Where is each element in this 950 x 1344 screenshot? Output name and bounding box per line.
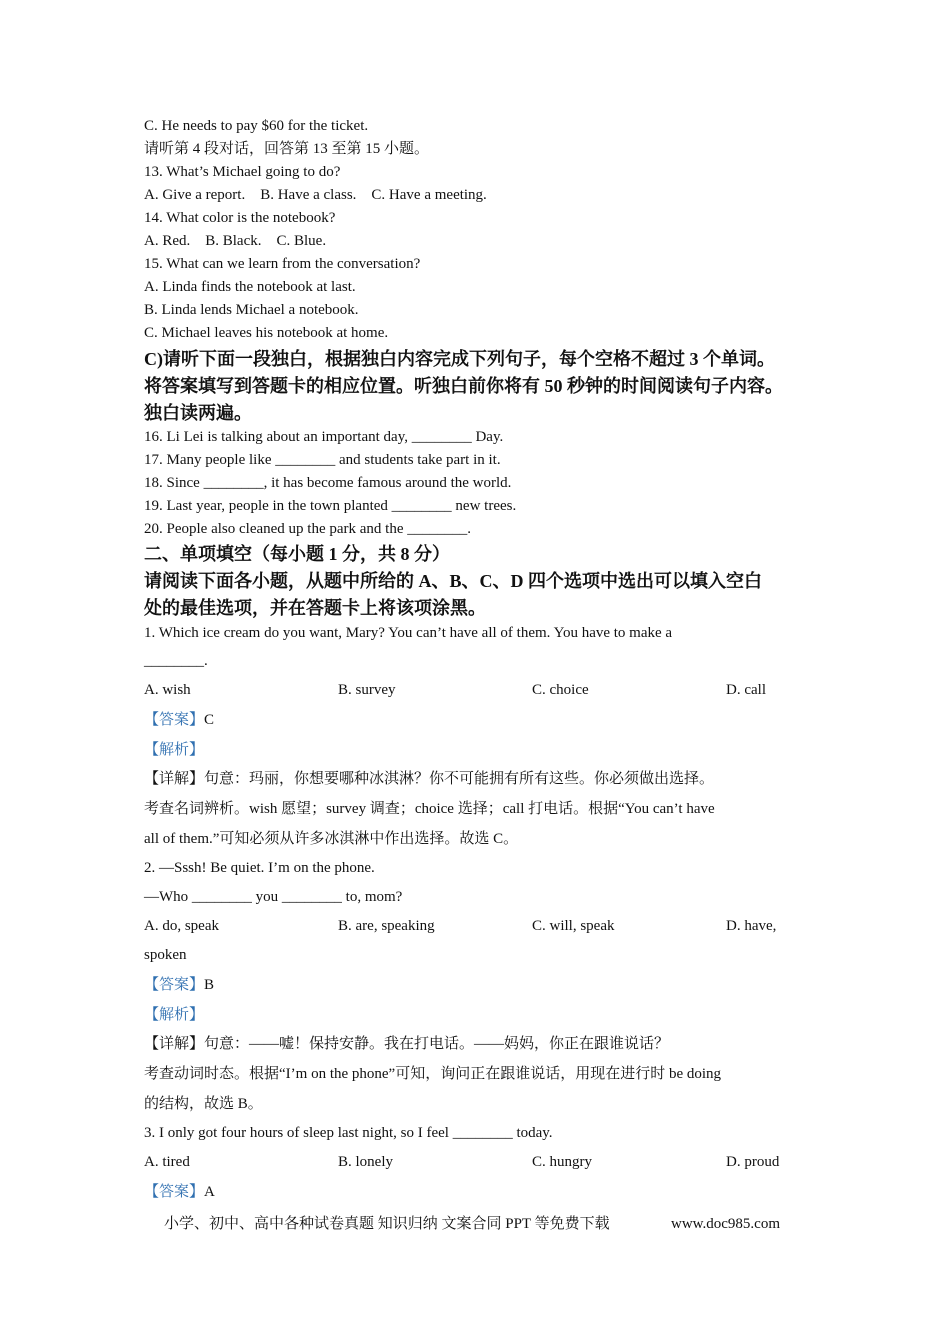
q1-detail-line2: 考查名词辨析。wish 愿望；survey 调查；choice 选择；call 打电话。根据“You can’t have: [144, 801, 715, 817]
q2-option-b: B. are, speaking: [338, 918, 435, 934]
q2-detail-line1: [144, 1034, 669, 1054]
analysis-tag: 【解析】: [144, 1007, 205, 1023]
section2-instruction-1: 请阅读下面各小题，从题中所给的 A、B、C、D 四个选项中选出可以填入空白: [144, 571, 762, 591]
q15-option-c: C. Michael leaves his notebook at home.: [144, 325, 389, 341]
answer-value: B: [204, 977, 215, 993]
q20: 20. People also cleaned up the park and the ________.: [144, 521, 471, 537]
q3-option-a: A. tired: [144, 1154, 190, 1170]
q3-option-b: B. lonely: [338, 1154, 393, 1170]
q1-detail-line1: [144, 769, 714, 789]
section2-instruction-2: 处的最佳选项，并在答题卡上将该项涂黑。: [144, 598, 486, 618]
answer-value: A: [204, 1184, 215, 1200]
answer-tag: 【答案】: [144, 712, 205, 728]
partc-instruction-2: 将答案填写到答题卡的相应位置。听独白前你将有 50 秒钟的时间阅读句子内容。: [144, 376, 783, 396]
partc-instruction-3: 独白读两遍。: [144, 403, 252, 423]
q2-analysis: [144, 1005, 204, 1025]
q3-answer: [144, 1182, 215, 1202]
q17: 17. Many people like ________ and students take part in it.: [144, 452, 501, 468]
q1-analysis: [144, 740, 204, 760]
q12-option-c: C. He needs to pay $60 for the ticket.: [144, 118, 369, 134]
q2-detail-line3: 的结构，故选 B。: [144, 1096, 263, 1112]
q2-option-c: C. will, speak: [532, 918, 615, 934]
q2-option-a: A. do, speak: [144, 918, 219, 934]
detail-tag: 【详解】: [144, 1036, 205, 1052]
q1-option-c: C. choice: [532, 682, 589, 698]
answer-tag: 【答案】: [144, 977, 205, 993]
q13-stem: 13. What’s Michael going to do?: [144, 164, 341, 180]
q1-answer: [144, 710, 214, 730]
q15-option-a: A. Linda finds the notebook at last.: [144, 279, 356, 295]
footer-url[interactable]: www.doc985.com: [671, 1216, 781, 1232]
q2-option-d: D. have,: [726, 918, 777, 934]
q1-stem-line2: ________.: [144, 653, 208, 669]
section4-instruction: 请听第 4 段对话，回答第 13 至第 15 小题。: [144, 141, 430, 157]
q2-answer: [144, 975, 214, 995]
answer-tag: 【答案】: [144, 1184, 205, 1200]
q1-option-b: B. survey: [338, 682, 396, 698]
q2-option-d-wrap: spoken: [144, 947, 187, 963]
answer-value: C: [204, 712, 215, 728]
q2-detail-line2: 考查动词时态。根据“I’m on the phone”可知，询问正在跟谁说话，用现在进行时 be doing: [144, 1066, 722, 1082]
q1-option-a: A. wish: [144, 682, 191, 698]
q14-stem: 14. What color is the notebook?: [144, 210, 336, 226]
q16: 16. Li Lei is talking about an important day, ________ Day.: [144, 429, 504, 445]
q3-option-c: C. hungry: [532, 1154, 592, 1170]
q1-stem-line1: 1. Which ice cream do you want, Mary? You can’t have all of them. You have to make a: [144, 625, 673, 641]
q13-options: A. Give a report. B. Have a class. C. Have a meeting.: [144, 187, 487, 203]
detail-text: 句意：——嘘！保持安静。我在打电话。——妈妈，你正在跟谁说话？: [204, 1036, 670, 1052]
q3-stem: 3. I only got four hours of sleep last night, so I feel ________ today.: [144, 1125, 553, 1141]
section2-title: 二、单项填空（每小题 1 分，共 8 分）: [144, 544, 450, 564]
q15-option-b: B. Linda lends Michael a notebook.: [144, 302, 359, 318]
q2-stem-line1: 2. —Sssh! Be quiet. I’m on the phone.: [144, 860, 375, 876]
q1-option-d: D. call: [726, 682, 766, 698]
analysis-tag: 【解析】: [144, 742, 205, 758]
q1-detail-line3: all of them.”可知必须从许多冰淇淋中作出选择。故选 C。: [144, 831, 519, 847]
footer-text: 小学、初中、高中各种试卷真题 知识归纳 文案合同 PPT 等免费下载: [164, 1216, 610, 1232]
q19: 19. Last year, people in the town planted ________ new trees.: [144, 498, 517, 514]
partc-instruction-1: C)请听下面一段独白，根据独白内容完成下列句子，每个空格不超过 3 个单词。: [144, 349, 775, 369]
q18: 18. Since ________, it has become famous around the world.: [144, 475, 512, 491]
detail-text: 句意：玛丽，你想要哪种冰淇淋？你不可能拥有所有这些。你必须做出选择。: [204, 771, 715, 787]
q3-option-d: D. proud: [726, 1154, 780, 1170]
q15-stem: 15. What can we learn from the conversation?: [144, 256, 421, 272]
q2-stem-line2: —Who ________ you ________ to, mom?: [144, 889, 403, 905]
q14-options: A. Red. B. Black. C. Blue.: [144, 233, 327, 249]
detail-tag: 【详解】: [144, 771, 205, 787]
